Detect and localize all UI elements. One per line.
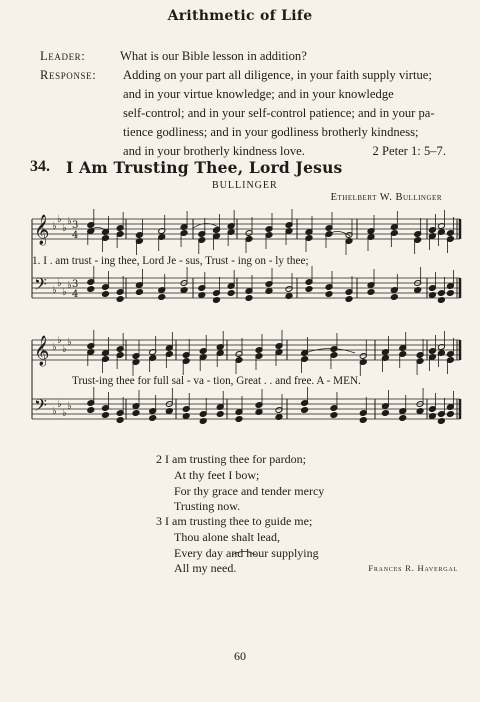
flat-icon: ♭	[67, 216, 72, 227]
note-head	[132, 410, 140, 417]
time-signature: 4	[72, 289, 79, 300]
flat-icon: ♭	[52, 342, 57, 353]
time-signature: 4	[72, 230, 79, 241]
flat-icon: ♭	[52, 285, 57, 296]
flat-icon: ♭	[52, 221, 57, 232]
note-head	[446, 290, 454, 297]
flat-icon: ♭	[67, 337, 72, 348]
flat-icon: ♭	[67, 280, 72, 291]
note-head	[116, 296, 124, 303]
note-head	[381, 410, 389, 417]
note-head	[135, 289, 143, 296]
stanza-line: 3 I am trusting thee to guide me;	[156, 514, 313, 528]
flat-icon: ♭	[57, 399, 62, 410]
stanza-line: Thou alone shalt lead,	[174, 529, 280, 544]
stanza-line: 2 I am trusting thee for pardon;	[156, 452, 306, 466]
composer: Ethelbert W. Bullinger	[330, 192, 442, 203]
note-head	[87, 286, 95, 293]
treble-clef-icon: 𝄞	[34, 336, 50, 366]
hymn-number: 34.	[30, 158, 50, 175]
note-head	[390, 294, 398, 301]
tune-name: BULLINGER	[212, 180, 278, 191]
stanza-line: Trusting now.	[174, 499, 241, 514]
leader-label: Leader:	[40, 49, 86, 63]
time-signature: 3	[72, 279, 79, 290]
flat-icon: ♭	[67, 401, 72, 412]
leader-text: What is our Bible lesson in addition?	[120, 49, 307, 63]
note-head	[399, 415, 407, 422]
lyrics-system-2: Trust-ing thee for full sal - va - tion, Great . . and free. A - MEN.	[72, 375, 361, 387]
stanza-line: Every day and hour supplying	[174, 545, 319, 560]
stanza-line: For thy grace and tender mercy	[174, 483, 325, 498]
flat-icon: ♭	[57, 278, 62, 289]
response-line: Adding on your part all diligence, in your faith supply virtue;	[123, 68, 432, 82]
note-head	[367, 289, 375, 296]
running-head: Arithmetic of Life	[167, 8, 313, 24]
note-head	[301, 407, 309, 414]
note-head	[325, 291, 333, 298]
note-head	[235, 416, 243, 423]
bass-clef-icon: 𝄢	[34, 274, 47, 298]
flat-icon: ♭	[62, 223, 67, 234]
stanza-line: At thy feet I bow;	[174, 467, 260, 482]
flat-icon: ♭	[62, 408, 67, 419]
bass-clef-icon: 𝄢	[34, 395, 47, 419]
page-number: 60	[234, 649, 246, 663]
response-line: and in your brotherly kindness love.	[123, 144, 305, 158]
note-head	[102, 291, 110, 298]
flat-icon: ♭	[57, 335, 62, 346]
note-head	[227, 290, 235, 297]
hymn-title: I Am Trusting Thee, Lord Jesus	[66, 158, 343, 177]
note-head	[87, 407, 95, 414]
flat-icon: ♭	[52, 406, 57, 417]
lyrics-system-1: 1. I . am trust - ing thee, Lord Je - sus, Trust - ing on - ly thee;	[32, 255, 309, 267]
note-head	[158, 294, 166, 301]
time-signature: 3	[72, 220, 79, 231]
note-head	[116, 417, 124, 424]
flat-icon: ♭	[62, 344, 67, 355]
note-head	[245, 295, 253, 302]
note-head	[216, 411, 224, 418]
scripture-reference: 2 Peter 1: 5–7.	[372, 144, 446, 158]
treble-clef-icon: 𝄞	[34, 215, 50, 245]
stanza-2	[156, 452, 324, 515]
note-head	[446, 411, 454, 418]
note-head	[345, 296, 353, 303]
author: Frances R. Havergal	[368, 563, 458, 573]
note-head	[305, 286, 313, 293]
note-head	[359, 417, 367, 424]
flat-icon: ♭	[62, 287, 67, 298]
stanza-line: All my need.	[174, 561, 237, 576]
note-head	[102, 412, 110, 419]
response-line: tience godliness; and in your godliness brotherly kindness;	[123, 125, 419, 139]
response-label: Response:	[40, 68, 97, 82]
slur	[305, 349, 355, 354]
note-head	[330, 412, 338, 419]
flat-icon: ♭	[57, 214, 62, 225]
response-line: and in your virtue knowledge; and in your knowledge	[123, 87, 394, 101]
response-line: self-control; and in your self-control patience; and in your pa-	[123, 106, 435, 120]
note-head	[149, 415, 157, 422]
stanza-3	[156, 514, 319, 577]
